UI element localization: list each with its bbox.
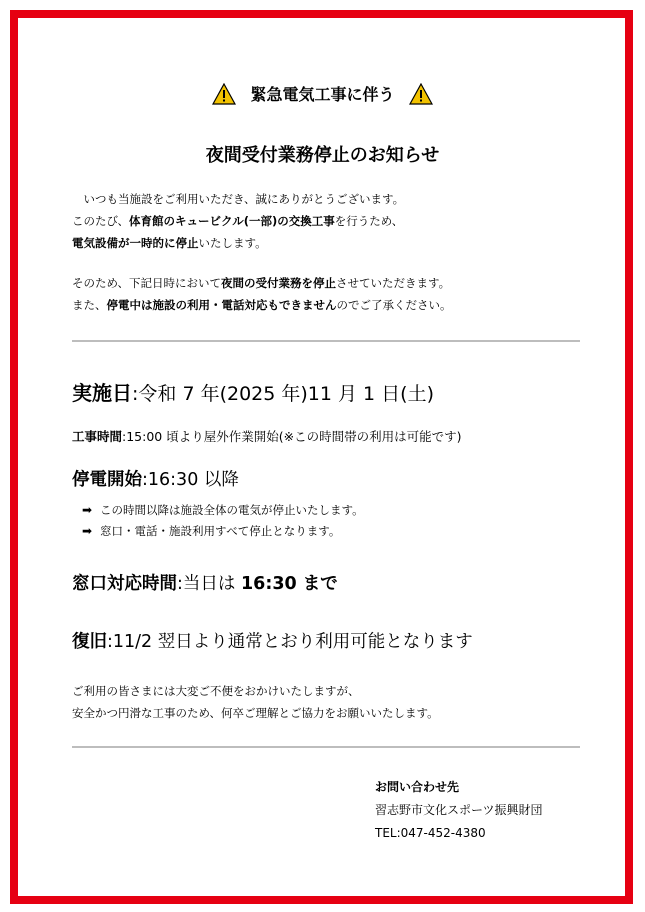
intro-line-2-post: を行うため、 (334, 214, 404, 228)
divider (72, 746, 580, 748)
counter-hours-value: :当日は (177, 574, 241, 594)
intro-line-3-post: いたします。 (198, 236, 267, 250)
page-title: 夜間受付業務停止のお知らせ (205, 145, 440, 166)
work-time-row (72, 427, 461, 445)
intro-line-3-bold: 電気設備が一時的に停止 (72, 236, 199, 250)
outage-label: 停電開始 (72, 470, 142, 490)
intro-line-5-post: のでご了承ください。 (336, 298, 452, 312)
bullet-text: 窓口・電話・施設利用すべて停止となります。 (100, 524, 341, 538)
intro-line-2-bold: 体育館のキュービクル(一部)の交換工事 (129, 214, 335, 228)
closing-line-1: ご利用の皆さまには大変ご不便をおかけいたしますが、 (72, 684, 360, 698)
restore-row (72, 628, 473, 653)
title-line-1-text: 緊急電気工事に伴う (250, 85, 395, 104)
counter-hours-bold: 16:30 まで (240, 574, 338, 594)
warning-icon (212, 83, 236, 105)
restore-value: :11/2 翌日より通常とおり利用可能となります (107, 632, 473, 652)
intro-line-2-pre: このたび、 (72, 214, 130, 228)
intro-line-4 (72, 272, 450, 294)
intro-line-5-pre: また、 (72, 298, 107, 312)
contact-org: 習志野市文化スポーツ振興財団 (375, 803, 543, 817)
intro-line-2 (72, 210, 403, 232)
work-time-label: 工事時間 (72, 429, 123, 444)
contact-heading: お問い合わせ先 (375, 780, 460, 794)
intro-line-4-post: させていただきます。 (336, 276, 451, 290)
intro-line-3 (72, 232, 267, 254)
arrow-right-icon: ➡ (82, 524, 93, 538)
divider (72, 340, 580, 342)
date-label: 実施日 (72, 381, 132, 405)
warning-icon (409, 83, 433, 105)
intro-line-5-bold: 停電中は施設の利用・電話対応もできません (106, 298, 337, 312)
intro-line-5 (72, 294, 452, 316)
bullet-text: この時間以降は施設全体の電気が停止いたします。 (100, 503, 364, 517)
intro-line-4-pre: そのため、下記日時において (72, 276, 222, 290)
counter-hours-label: 窓口対応時間 (72, 574, 177, 594)
date-row (72, 377, 434, 406)
date-value: :令和 7 年(2025 年)11 月 1 日(土) (132, 383, 434, 405)
contact-tel: TEL:047-452-4380 (375, 826, 486, 840)
intro-line-4-bold: 夜間の受付業務を停止 (221, 276, 337, 290)
counter-hours-row (72, 570, 338, 595)
outage-value: :16:30 以降 (142, 470, 239, 490)
bullet-item (82, 523, 340, 539)
bullet-item (82, 502, 364, 518)
title-line-1 (0, 82, 645, 105)
outage-row (72, 466, 239, 491)
intro-line-1: いつも当施設をご利用いただき、誠にありがとうございます。 (72, 192, 405, 206)
restore-label: 復旧 (72, 632, 107, 652)
work-time-value: :15:00 頃より屋外作業開始(※この時間帯の利用は可能です) (122, 429, 462, 444)
closing-line-2: 安全かつ円滑な工事のため、何卒ご理解とご協力をお願いいたします。 (72, 706, 439, 720)
arrow-right-icon: ➡ (82, 503, 93, 517)
